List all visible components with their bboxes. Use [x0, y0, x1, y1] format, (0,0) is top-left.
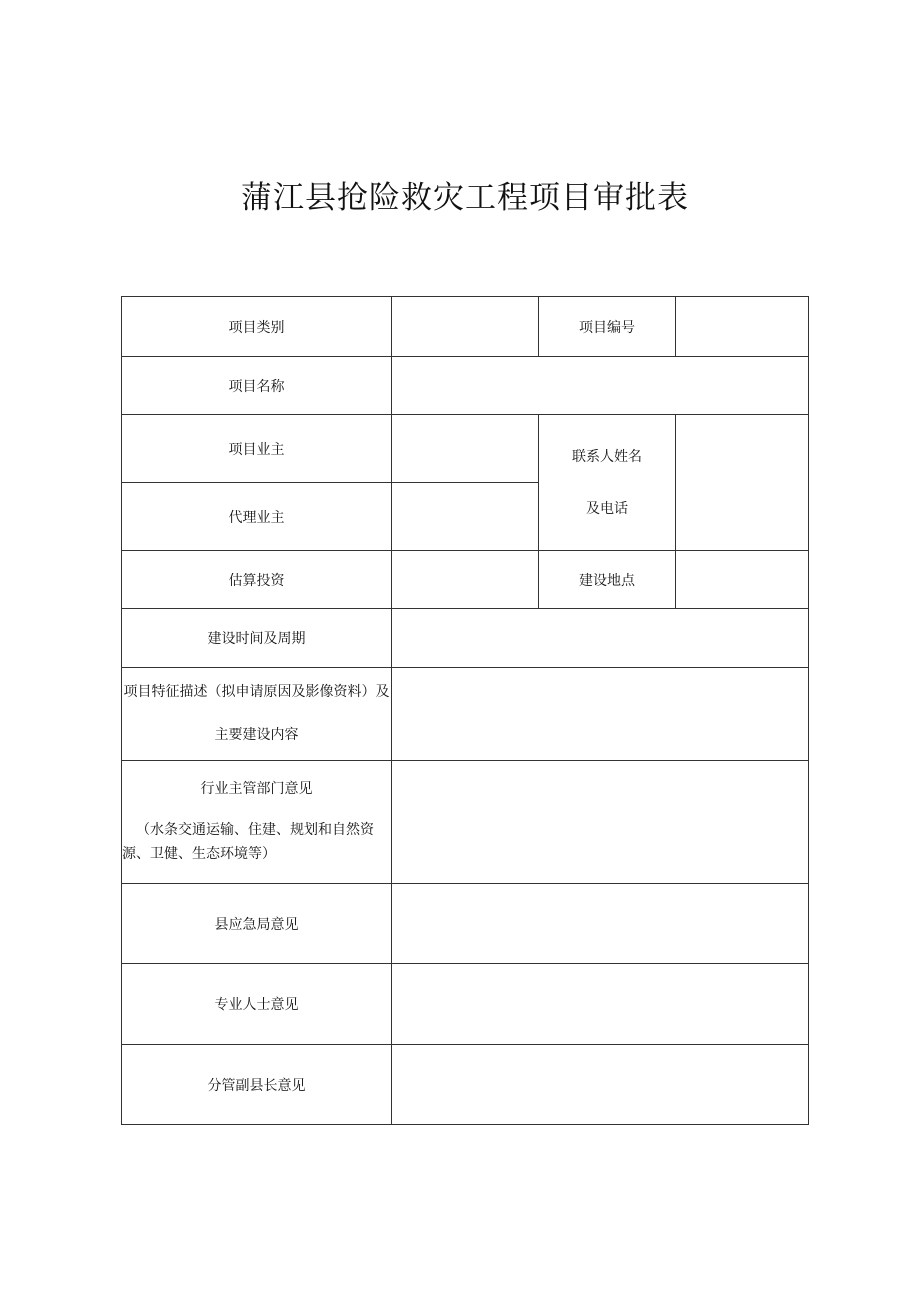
contact-field[interactable] [676, 415, 809, 551]
row-construction-time [122, 609, 809, 668]
project-owner-label: 项目业主 [122, 415, 392, 483]
row-project-name [122, 357, 809, 415]
row-project-owner [122, 415, 809, 483]
project-owner-field[interactable] [392, 415, 539, 483]
row-project-type [122, 297, 809, 357]
construction-site-label: 建设地点 [539, 551, 676, 609]
contact-label-line1: 联系人姓名 [572, 448, 642, 465]
feature-desc-field[interactable] [392, 668, 809, 761]
row-estimated-investment [122, 551, 809, 609]
deputy-magistrate-label: 分管副县长意见 [122, 1045, 392, 1125]
row-emergency-bureau [122, 884, 809, 964]
construction-time-label: 建设时间及周期 [122, 609, 392, 668]
contact-label-line2: 及电话 [586, 500, 628, 517]
project-type-field[interactable] [392, 297, 539, 357]
row-industry-dept [122, 761, 809, 884]
agent-owner-field[interactable] [392, 483, 539, 551]
industry-dept-opinion-field[interactable] [392, 761, 809, 884]
industry-dept-label [122, 761, 392, 884]
deputy-magistrate-opinion-field[interactable] [392, 1045, 809, 1125]
row-expert-opinion [122, 964, 809, 1045]
row-feature-description [122, 668, 809, 761]
contact-label [539, 415, 676, 551]
industry-dept-title: 行业主管部门意见 [200, 780, 313, 797]
construction-site-field[interactable] [676, 551, 809, 609]
project-type-label: 项目类别 [122, 297, 392, 357]
emergency-bureau-label: 县应急局意见 [122, 884, 392, 964]
project-name-label: 项目名称 [122, 357, 392, 415]
expert-opinion-field[interactable] [392, 964, 809, 1045]
feature-desc-label: 项目特征描述（拟申请原因及影像资料）及主要建设内容 [122, 668, 392, 761]
construction-time-field[interactable] [392, 609, 809, 668]
estimated-investment-label: 估算投资 [122, 551, 392, 609]
project-number-field[interactable] [676, 297, 809, 357]
row-deputy-magistrate [122, 1045, 809, 1125]
project-number-label: 项目编号 [539, 297, 676, 357]
approval-form-table [121, 296, 809, 1125]
agent-owner-label: 代理业主 [122, 483, 392, 551]
document-title: 蒲江县抢险救灾工程项目审批表 [241, 180, 689, 216]
estimated-investment-field[interactable] [392, 551, 539, 609]
industry-dept-note: （水条交通运输、住建、规划和自然资源、卫健、生态环境等） [122, 821, 374, 862]
emergency-bureau-opinion-field[interactable] [392, 884, 809, 964]
expert-opinion-label: 专业人士意见 [122, 964, 392, 1045]
project-name-field[interactable] [392, 357, 809, 415]
